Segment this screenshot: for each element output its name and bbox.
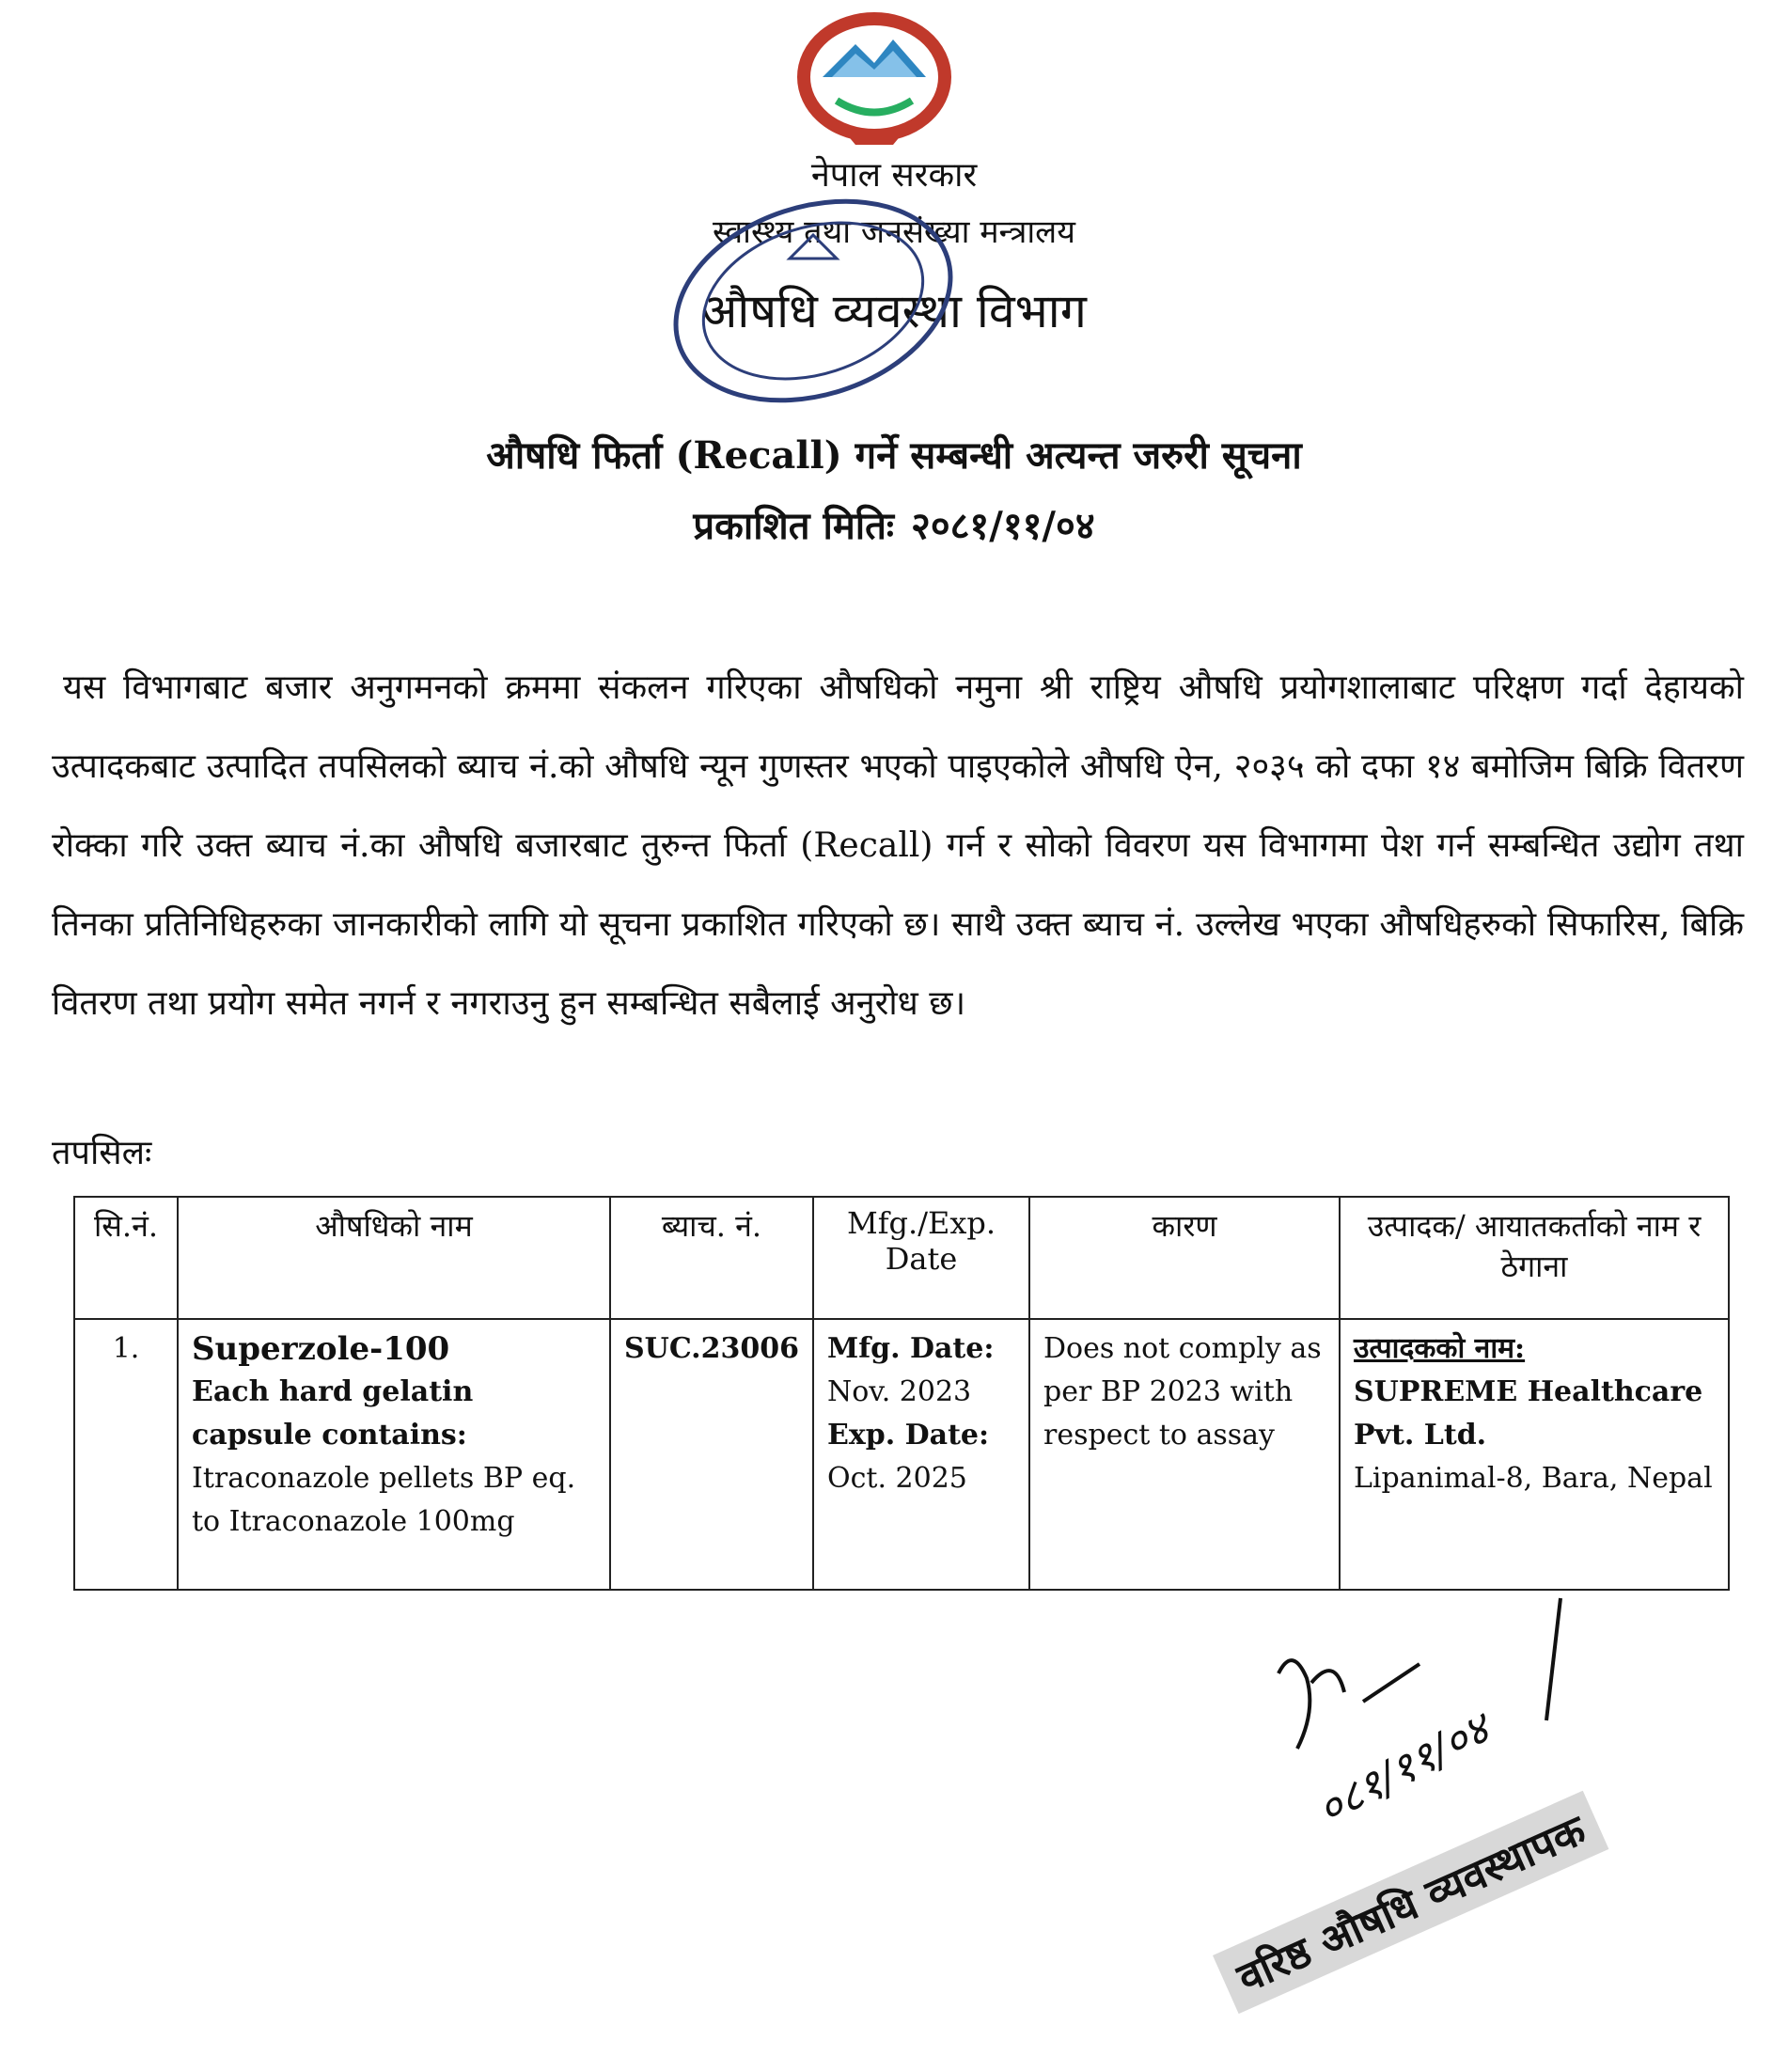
product-name: Superzole-100 <box>192 1330 450 1368</box>
government-name: नेपाल सरकार <box>810 156 978 195</box>
cell-product <box>178 1319 610 1590</box>
header-date: Mfg./Exp. Date <box>813 1197 1029 1319</box>
table-row <box>74 1319 1729 1590</box>
office-stamp-icon <box>611 183 1015 418</box>
notice-title: औषधि फिर्ता (Recall) गर्ने सम्बन्धी अत्यन्त जरुरी सूचना <box>486 433 1302 478</box>
manufacturer-address: Lipanimal-8, Bara, Nepal <box>1354 1462 1713 1495</box>
header-name: औषधिको नाम <box>178 1197 610 1319</box>
published-date: २०८१/११/०४ <box>911 504 1095 548</box>
manufacturer-label: उत्पादकको नाम: <box>1354 1332 1526 1365</box>
published-date-line <box>0 498 1788 550</box>
header-batch: ब्याच. नं. <box>610 1197 813 1319</box>
nepal-emblem-icon <box>780 11 968 152</box>
composition-label: Each hard gelatin capsule contains: <box>192 1375 474 1452</box>
manufacturer-name: SUPREME Healthcare Pvt. Ltd. <box>1354 1375 1703 1452</box>
tapasil-label: तपसिलः <box>52 1134 152 1172</box>
mfg-date: Nov. 2023 <box>827 1375 972 1408</box>
department-name: औषधि व्यवस्था विभाग <box>701 284 1087 338</box>
exp-label: Exp. Date: <box>827 1419 990 1452</box>
notice-paragraph: यस विभागबाट बजार अनुगमनको क्रममा संकलन गरिएका औषधिको नमुना श्री राष्ट्रिय औषधि प्रयोगशालाबाट परिक्षण गर्दा देहायको उत्पादकबाट उत्पादित तपसिलको ब्याच नं.को औषधि न्यून गुणस्तर भएको पाइएकोले औषधि ऐन, २०३५ को दफा १४ बमोजिम बिक्रि वितरण रोक्का गरि उक्त ब्याच नं.का औषधि बजारबाट तुरुन्त फिर्ता (Recall) गर्न र सोको विवरण यस विभागमा पेश गर्न सम्बन्धित उद्योग तथा तिनका प्रतिनिधिहरुका जानकारीको लागि यो सूचना प्रकाशित गरिएको छ। साथै उक्त ब्याच नं. उल्लेख भएका औषधिहरुको सिफारिस, बिक्रि वितरण तथा प्रयोग समेत नगर्न र नगराउनु हुन सम्बन्धित सबैलाई अनुरोध छ। <box>52 668 1744 1023</box>
exp-date: Oct. 2025 <box>827 1462 967 1495</box>
signature-date: ०८१/११/०४ <box>1309 1703 1498 1836</box>
ministry-name: स्वास्थ्य तथा जनसंख्या मन्त्रालय <box>713 213 1075 251</box>
cell-sn: 1. <box>74 1319 178 1590</box>
composition: Itraconazole pellets BP eq. to Itraconazole 100mg <box>192 1462 576 1538</box>
header-reason: कारण <box>1029 1197 1340 1319</box>
header-sn: सि.नं. <box>74 1197 178 1319</box>
header-manufacturer: उत्पादक/ आयातकर्ताको नाम र ठेगाना <box>1340 1197 1729 1319</box>
cell-batch: SUC.23006 <box>610 1319 813 1590</box>
mfg-label: Mfg. Date: <box>827 1332 995 1365</box>
cell-reason: Does not comply as per BP 2023 with respect to assay <box>1029 1319 1340 1590</box>
cell-manufacturer <box>1340 1319 1729 1590</box>
cell-dates <box>813 1319 1029 1590</box>
notice-body <box>52 649 1744 1044</box>
published-label: प्रकाशित मितिः <box>693 504 895 548</box>
recall-table <box>73 1196 1730 1591</box>
designation-stamp: वरिष्ठ औषधि व्यवस्थापक <box>1213 1791 1608 2014</box>
table-header-row <box>74 1197 1729 1319</box>
